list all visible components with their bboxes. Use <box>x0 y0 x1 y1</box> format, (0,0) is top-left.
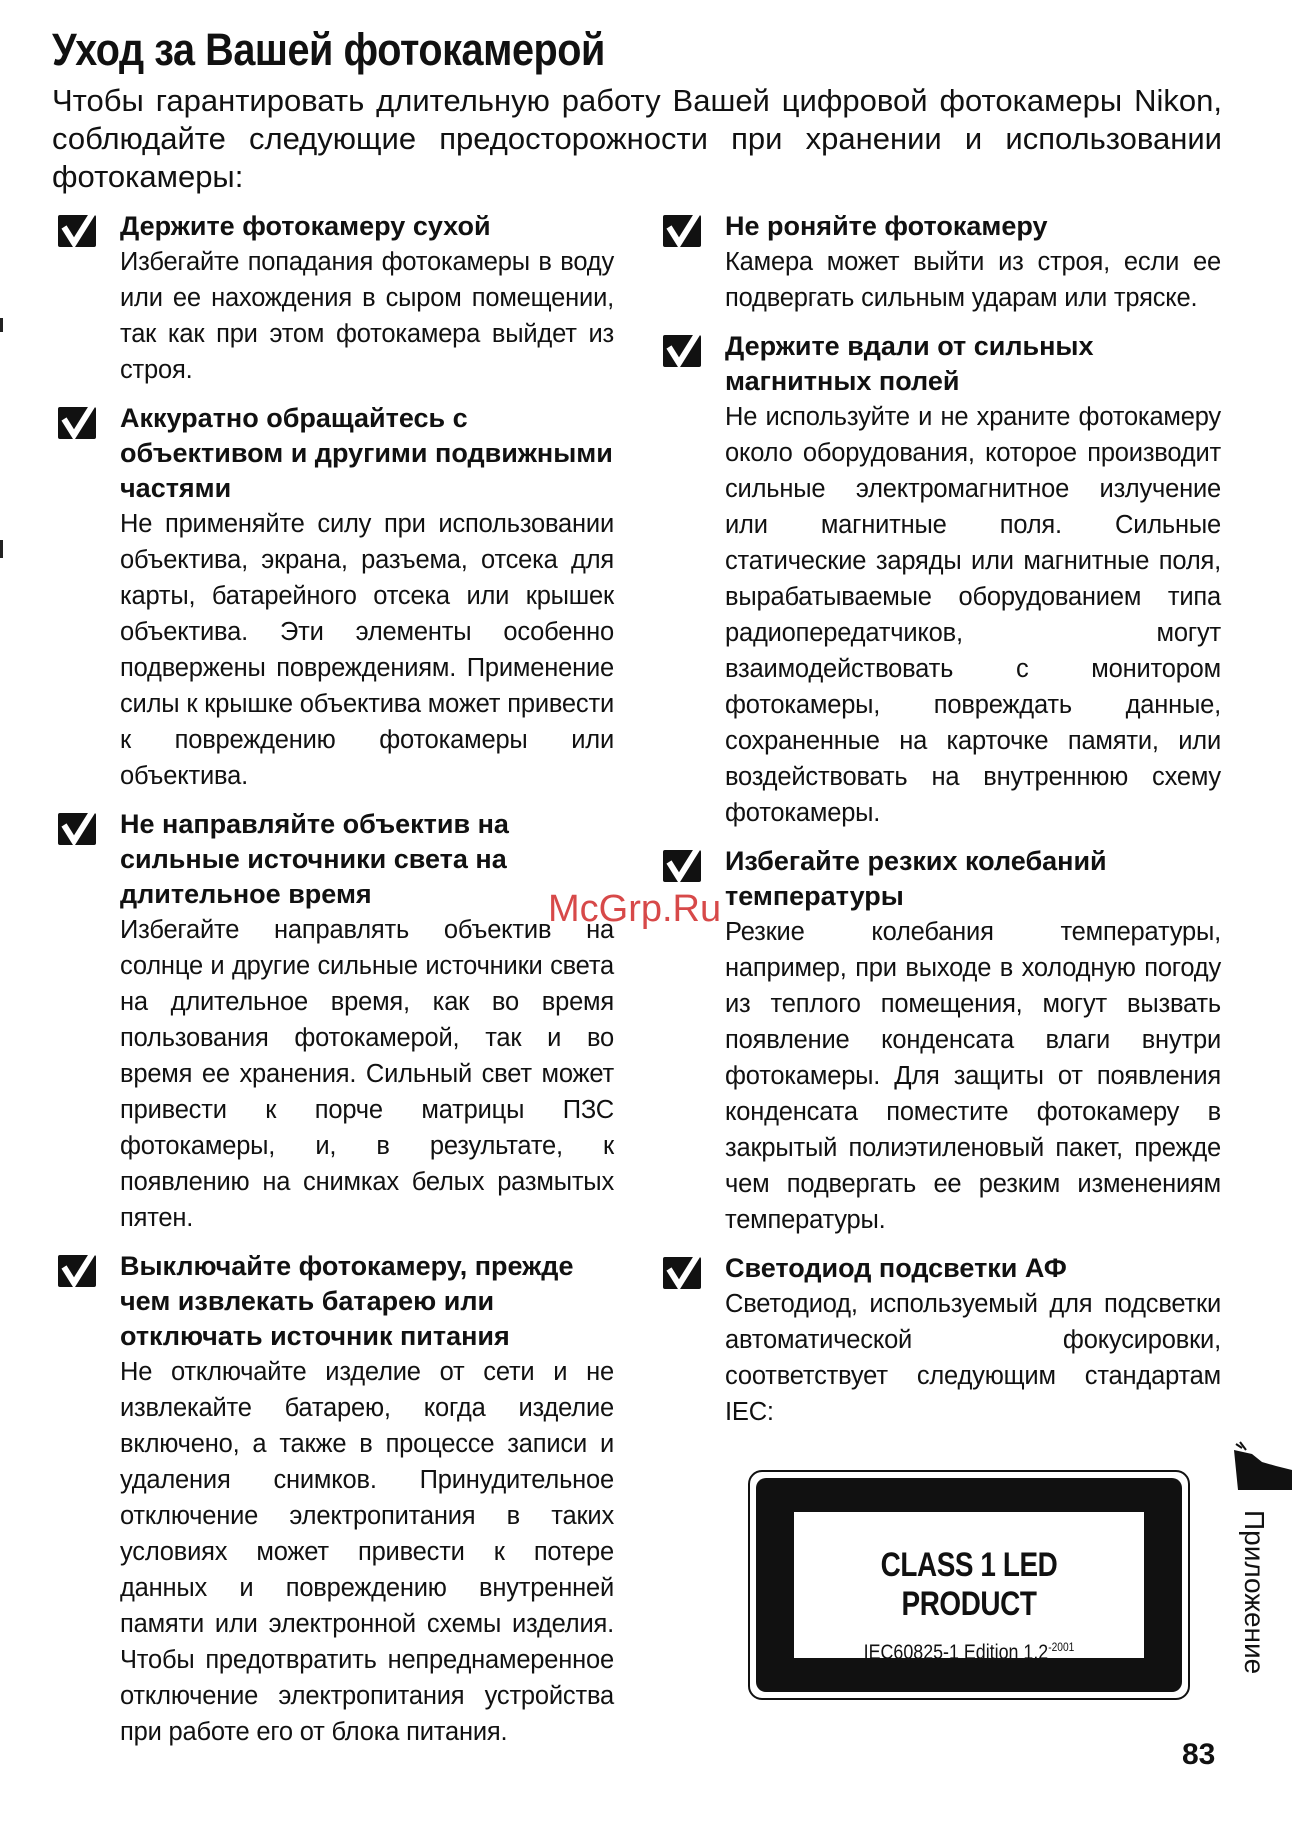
checkmark-icon <box>58 215 96 247</box>
checkmark-icon <box>58 813 96 845</box>
watermark-text: McGrp.Ru <box>548 888 722 930</box>
left-column <box>58 209 614 1763</box>
section-tab-icon <box>1232 1440 1292 1490</box>
checkmark-icon <box>663 335 701 367</box>
led-class-label <box>748 1470 1190 1700</box>
care-item-strong-light <box>58 807 614 1236</box>
page-title: Уход за Вашей фотокамерой <box>52 24 605 75</box>
care-item-title: Аккуратно обращайтесь с объективом и другими подвижными частями <box>120 403 613 503</box>
care-item-body: Не применяйте силу при использовании объектива, экрана, разъема, отсека для карты, батарейного отсека или крышек объектива. Эти элементы особенно подвержены повреждениям. Применение силы к крышке объектива может привести к повреждению фотокамеры или объектива. <box>120 510 614 790</box>
care-item-body: Не отключайте изделие от сети и не извлекайте батарею, когда изделие включено, а также в процессе записи и удаления снимков. Принудительное отключение электропитания в таких условиях может привести к потере данных и повреждению внутренней памяти или электронной схемы изделия. Чтобы предотвратить непреднамеренное отключение электропитания устройства при работе его от блока питания. <box>120 1358 614 1746</box>
checkmark-icon <box>663 1257 701 1289</box>
checkmark-icon <box>663 215 701 247</box>
margin-mark <box>0 540 3 558</box>
care-item-temperature <box>663 844 1221 1238</box>
care-item-power-off <box>58 1249 614 1750</box>
page-number: 83 <box>1182 1738 1216 1771</box>
care-item-do-not-drop <box>663 209 1221 316</box>
care-item-body: Избегайте направлять объектив на солнце и другие сильные источники света на длительное время, как во время пользования фотокамерой, так и во время ее хранения. Сильный свет может привести к порче матрицы ПЗС фотокамеры, и, в результате, к появлению на снимках белых размытых пятен. <box>120 916 614 1232</box>
care-item-body: Камера может выйти из строя, если ее подвергать сильным ударам или тряске. <box>725 248 1221 312</box>
checkmark-icon <box>58 1255 96 1287</box>
care-item-af-led <box>663 1251 1221 1430</box>
care-item-body: Светодиод, используемый для подсветки автоматической фокусировки, соответствует следующим стандартам IEC: <box>725 1290 1221 1426</box>
right-column <box>663 209 1221 1443</box>
checkmark-icon <box>58 407 96 439</box>
care-item-body: Не используйте и не храните фотокамеру около оборудования, которое производит сильные электромагнитное излучение или магнитные поля. Сильные статические заряды или магнитные поля, вырабатываемые оборудованием типа радиопередатчиков, могут взаимодействовать с монитором фотокамеры, повреждать данные, сохраненные на карточке памяти, или воздействовать на внутреннюю схему фотокамеры. <box>725 403 1221 827</box>
care-item-title: Светодиод подсветки АФ <box>725 1253 1067 1283</box>
care-item-title: Держите вдали от сильных магнитных полей <box>725 331 1094 396</box>
led-standard-year: -2001 <box>1048 1640 1075 1654</box>
care-item-title: Не роняйте фотокамеру <box>725 211 1048 241</box>
care-item-keep-dry <box>58 209 614 388</box>
care-item-title: Держите фотокамеру сухой <box>120 211 491 241</box>
care-item-title: Не направляйте объектив на сильные источники света на длительное время <box>120 809 509 909</box>
intro-paragraph: Чтобы гарантировать длительную работу Вашей цифровой фотокамеры Nikon, соблюдайте следующие предосторожности при хранении и использовании фотокамеры: <box>52 83 1222 194</box>
care-item-body: Избегайте попадания фотокамеры в воду или ее нахождения в сыром помещении, так как при этом фотокамера выйдет из строя. <box>120 248 614 384</box>
checkmark-icon <box>663 850 701 882</box>
led-class-text: CLASS 1 LED PRODUCT <box>880 1546 1058 1623</box>
care-item-title: Выключайте фотокамеру, прежде чем извлекать батарею или отключать источник питания <box>120 1251 574 1351</box>
margin-mark <box>0 318 3 332</box>
care-item-body: Резкие колебания температуры, например, при выходе в холодную погоду из теплого помещения, могут вызвать появление конденсата влаги внутри фотокамеры. Для защиты от появления конденсата поместите фотокамеру в закрытый полиэтиленовый пакет, прежде чем подвергать ее резким изменениям температуры. <box>725 918 1221 1234</box>
section-tab-label: Приложение <box>1239 1510 1270 1675</box>
care-item-lens-handling <box>58 401 614 794</box>
care-item-magnetic-fields <box>663 329 1221 831</box>
led-label-frame <box>756 1478 1182 1692</box>
led-standard-text: IEC60825-1 Edition $1.2^{-2001}$ <box>863 1640 1075 1664</box>
care-item-title: Избегайте резких колебаний температуры <box>725 846 1107 911</box>
led-label-panel <box>794 1512 1144 1664</box>
